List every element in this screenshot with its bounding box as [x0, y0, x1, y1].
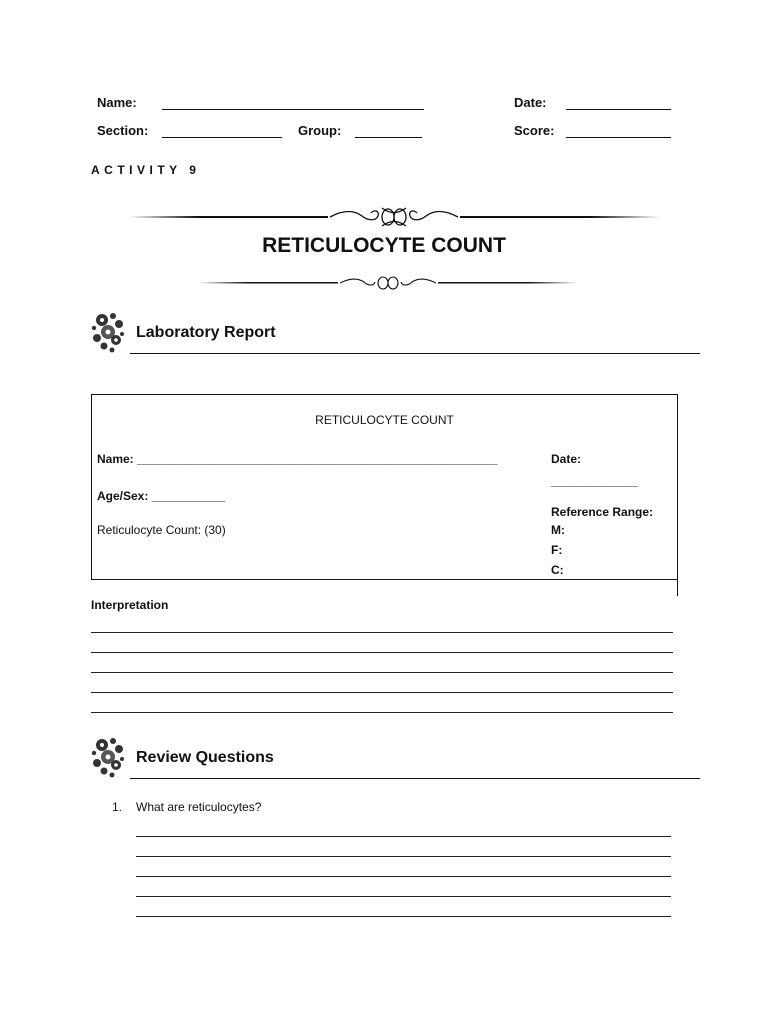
age-sex-field[interactable]: Age/Sex: ___________: [97, 489, 226, 503]
interpretation-label: Interpretation: [91, 598, 169, 612]
report-date-blank[interactable]: _____________: [551, 474, 638, 488]
answer-line[interactable]: [136, 856, 671, 857]
section-label: Section:: [97, 123, 149, 138]
report-date-label: Date:: [551, 452, 582, 466]
date-blank[interactable]: [566, 109, 671, 110]
answer-line[interactable]: [136, 896, 671, 897]
report-box-title: RETICULOCYTE COUNT: [315, 413, 454, 427]
reference-range-label: Reference Range:: [551, 505, 654, 519]
name-label: Name:: [97, 95, 137, 110]
reticulocyte-count-label: Reticulocyte Count: (30): [97, 523, 226, 537]
question-number: 1.: [112, 800, 123, 814]
review-questions-heading: Review Questions: [136, 749, 274, 766]
section-rule: [130, 778, 700, 779]
reference-male: M:: [551, 523, 565, 537]
interpretation-line[interactable]: [91, 712, 673, 713]
interpretation-line[interactable]: [91, 672, 673, 673]
date-label: Date:: [514, 95, 547, 110]
activity-label: ACTIVITY 9: [91, 163, 201, 177]
flourish-divider-top: [128, 204, 660, 230]
section-rule: [130, 353, 700, 354]
answer-line[interactable]: [136, 836, 671, 837]
score-label: Score:: [514, 123, 555, 138]
interpretation-line[interactable]: [91, 652, 673, 653]
molecule-icon: [88, 735, 130, 781]
reference-children: C:: [551, 563, 564, 577]
question-text: What are reticulocytes?: [136, 800, 262, 814]
interpretation-line[interactable]: [91, 692, 673, 693]
box-edge-tick: [677, 578, 678, 596]
laboratory-report-heading: Laboratory Report: [136, 324, 276, 341]
group-blank[interactable]: [355, 137, 422, 138]
molecule-icon: [88, 310, 130, 356]
score-blank[interactable]: [566, 137, 671, 138]
flourish-divider-bottom: [198, 273, 578, 293]
interpretation-line[interactable]: [91, 632, 673, 633]
patient-name-field[interactable]: Name: ______________________________________________________: [97, 452, 498, 466]
reference-female: F:: [551, 543, 563, 557]
page-title: RETICULOCYTE COUNT: [262, 234, 506, 257]
section-blank[interactable]: [162, 137, 282, 138]
answer-line[interactable]: [136, 876, 671, 877]
name-blank[interactable]: [162, 109, 424, 110]
answer-line[interactable]: [136, 916, 671, 917]
group-label: Group:: [298, 123, 342, 138]
